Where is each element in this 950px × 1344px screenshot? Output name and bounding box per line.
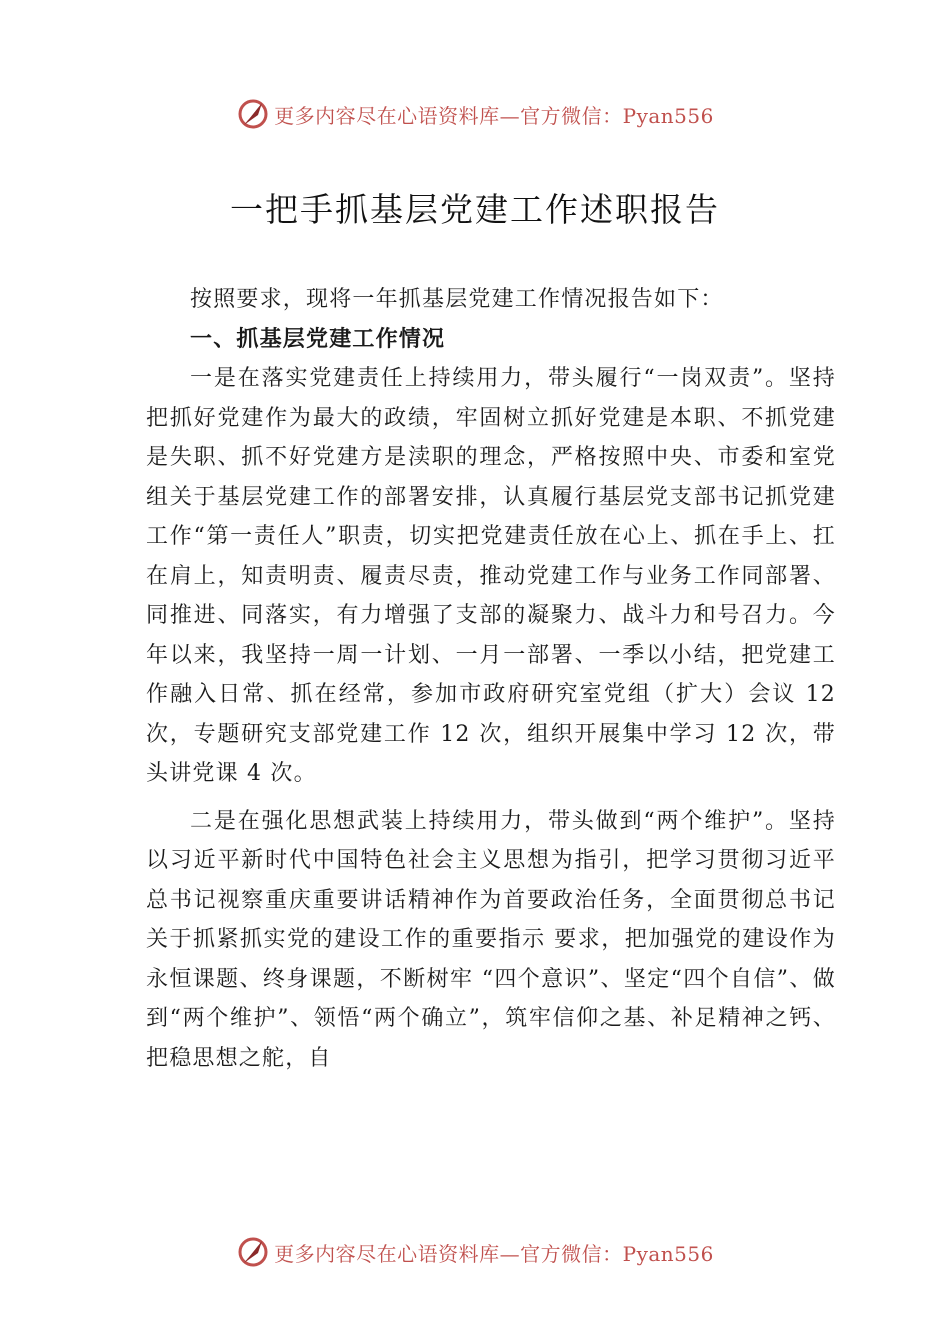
paragraph-2: 二是在强化思想武装上持续用力，带头做到“两个维护”。坚持以习近平新时代中国特色社会主义思想为指引，把学习贯彻习近平总书记视察重庆重要讲话精神作为首要政治任务，全面贯彻总书记关于抓紧抓实党的建设工作的重要指示 要求，把加强党的建设作为永恒课题、终身课题，不断树牢 “四个意识”、坚定“四个自信”、做到“两个维护”、领悟“两个确立”，筑牢信仰之基、补足精神之钙、把稳思想之舵，自	[146, 808, 836, 1071]
section-heading: 一、抓基层党建工作情况	[190, 326, 446, 352]
banner-text: 更多内容尽在心语资料库—官方微信：Pyan556	[274, 103, 714, 128]
paragraph-1: 一是在落实党建责任上持续用力，带头履行“一岗双责”。坚持把抓好党建作为最大的政绩，牢固树立抓好党建是本职、不抓党建是失职、抓不好党建方是渎职的理念，严格按照中央、市委和室党组关于基层党建工作的部署安排，认真履行基层党支部书记抓党建工作“第一责任人”职责，切实把党建责任放在心上、抓在手上、扛在肩上，知责明责、履责尽责，推动党建工作与业务工作同部署、同推进、同落实，有力增强了支部的凝聚力、战斗力和号召力。今年以来，我坚持一周一计划、一月一部署、一季以小结，把党建工作融入日常、抓在经常，参加市政府研究室党组（扩大）会议 12 次，专题研究支部党建工作 12 次，组织开展集中学习 12 次，带头讲党课 4 次。	[146, 366, 836, 786]
footer-banner	[0, 1232, 950, 1272]
document-title: 一把手抓基层党建工作述职报告	[230, 190, 720, 229]
intro-paragraph: 按照要求，现将一年抓基层党建工作情况报告如下：	[190, 287, 724, 312]
document-body	[146, 280, 836, 1078]
quill-pen-logo-icon	[236, 1235, 270, 1269]
quill-pen-logo-icon	[236, 97, 270, 131]
banner-text: 更多内容尽在心语资料库—官方微信：Pyan556	[274, 1241, 714, 1266]
header-banner	[0, 94, 950, 134]
